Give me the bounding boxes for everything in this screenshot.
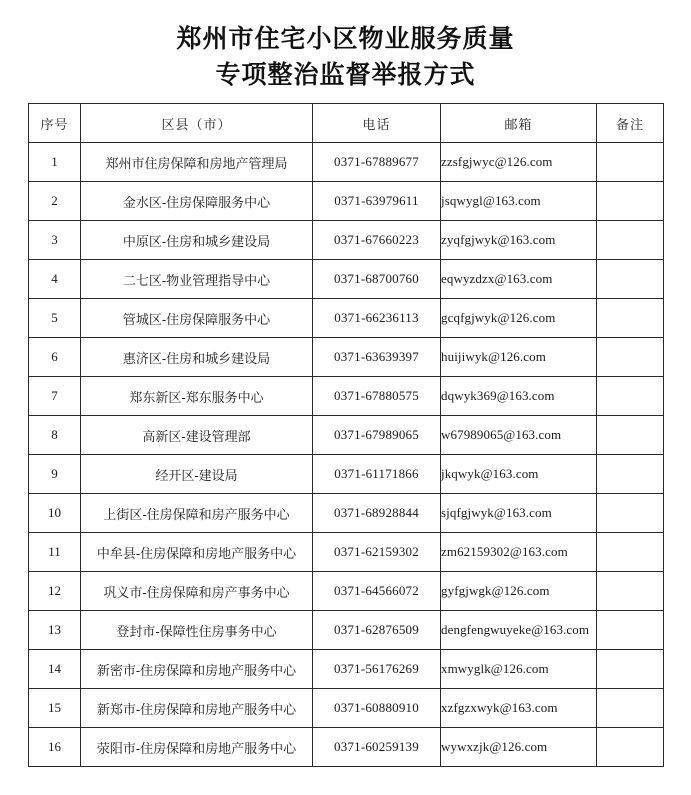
table-row bbox=[29, 416, 664, 455]
cell-remark bbox=[597, 455, 664, 494]
cell-remark bbox=[597, 572, 664, 611]
cell-district: 中牟县-住房保障和房地产服务中心 bbox=[81, 533, 313, 572]
cell-district: 中原区-住房和城乡建设局 bbox=[81, 221, 313, 260]
table-row bbox=[29, 650, 664, 689]
cell-email: gyfgjwgk@126.com bbox=[441, 572, 597, 611]
cell-email: jkqwyk@163.com bbox=[441, 455, 597, 494]
cell-index: 7 bbox=[29, 377, 81, 416]
cell-phone: 0371-67989065 bbox=[313, 416, 441, 455]
table-row bbox=[29, 299, 664, 338]
cell-remark bbox=[597, 260, 664, 299]
cell-remark bbox=[597, 689, 664, 728]
cell-email: sjqfgjwyk@163.com bbox=[441, 494, 597, 533]
cell-phone: 0371-62876509 bbox=[313, 611, 441, 650]
cell-index: 4 bbox=[29, 260, 81, 299]
table-row bbox=[29, 377, 664, 416]
cell-phone: 0371-64566072 bbox=[313, 572, 441, 611]
cell-district: 经开区-建设局 bbox=[81, 455, 313, 494]
cell-email: gcqfgjwyk@126.com bbox=[441, 299, 597, 338]
table-row bbox=[29, 455, 664, 494]
column-header-phone: 电话 bbox=[313, 104, 441, 143]
cell-email: xzfgzxwyk@163.com bbox=[441, 689, 597, 728]
cell-district: 登封市-保障性住房事务中心 bbox=[81, 611, 313, 650]
cell-district: 新密市-住房保障和房地产服务中心 bbox=[81, 650, 313, 689]
table-row bbox=[29, 182, 664, 221]
cell-index: 13 bbox=[29, 611, 81, 650]
cell-phone: 0371-67880575 bbox=[313, 377, 441, 416]
cell-district: 惠济区-住房和城乡建设局 bbox=[81, 338, 313, 377]
cell-remark bbox=[597, 533, 664, 572]
cell-phone: 0371-61171866 bbox=[313, 455, 441, 494]
cell-district: 管城区-住房保障服务中心 bbox=[81, 299, 313, 338]
cell-phone: 0371-67889677 bbox=[313, 143, 441, 182]
table-row bbox=[29, 728, 664, 767]
cell-phone: 0371-62159302 bbox=[313, 533, 441, 572]
table-row bbox=[29, 143, 664, 182]
column-header-email: 邮箱 bbox=[441, 104, 597, 143]
cell-remark bbox=[597, 494, 664, 533]
cell-remark bbox=[597, 416, 664, 455]
cell-district: 二七区-物业管理指导中心 bbox=[81, 260, 313, 299]
column-header-remark: 备注 bbox=[597, 104, 664, 143]
cell-email: dqwyk369@163.com bbox=[441, 377, 597, 416]
page-title bbox=[28, 0, 663, 103]
table-row bbox=[29, 611, 664, 650]
cell-index: 10 bbox=[29, 494, 81, 533]
cell-index: 8 bbox=[29, 416, 81, 455]
cell-email: dengfengwuyeke@163.com bbox=[441, 611, 597, 650]
cell-email: zyqfgjwyk@163.com bbox=[441, 221, 597, 260]
cell-phone: 0371-68700760 bbox=[313, 260, 441, 299]
cell-index: 9 bbox=[29, 455, 81, 494]
cell-district: 上街区-住房保障和房产服务中心 bbox=[81, 494, 313, 533]
cell-index: 16 bbox=[29, 728, 81, 767]
cell-phone: 0371-68928844 bbox=[313, 494, 441, 533]
cell-index: 5 bbox=[29, 299, 81, 338]
cell-email: wywxzjk@126.com bbox=[441, 728, 597, 767]
cell-index: 6 bbox=[29, 338, 81, 377]
cell-email: w67989065@163.com bbox=[441, 416, 597, 455]
cell-remark bbox=[597, 728, 664, 767]
table-row bbox=[29, 689, 664, 728]
cell-email: xmwyglk@126.com bbox=[441, 650, 597, 689]
cell-district: 郑东新区-郑东服务中心 bbox=[81, 377, 313, 416]
table-row bbox=[29, 260, 664, 299]
column-header-district: 区县（市） bbox=[81, 104, 313, 143]
cell-phone: 0371-63979611 bbox=[313, 182, 441, 221]
cell-remark bbox=[597, 611, 664, 650]
table-row bbox=[29, 572, 664, 611]
cell-index: 3 bbox=[29, 221, 81, 260]
cell-index: 1 bbox=[29, 143, 81, 182]
page-title-line-2: 专项整治监督举报方式 bbox=[215, 60, 476, 89]
cell-remark bbox=[597, 299, 664, 338]
cell-remark bbox=[597, 221, 664, 260]
cell-index: 2 bbox=[29, 182, 81, 221]
cell-index: 12 bbox=[29, 572, 81, 611]
contact-table bbox=[28, 103, 664, 767]
cell-district: 新郑市-住房保障和房地产服务中心 bbox=[81, 689, 313, 728]
table-header-row bbox=[29, 104, 664, 143]
cell-phone: 0371-56176269 bbox=[313, 650, 441, 689]
cell-remark bbox=[597, 143, 664, 182]
column-header-index: 序号 bbox=[29, 104, 81, 143]
cell-index: 14 bbox=[29, 650, 81, 689]
cell-phone: 0371-66236113 bbox=[313, 299, 441, 338]
table-body bbox=[29, 143, 664, 767]
page-title-line-1: 郑州市住宅小区物业服务质量 bbox=[176, 25, 515, 53]
table-row bbox=[29, 221, 664, 260]
cell-phone: 0371-60880910 bbox=[313, 689, 441, 728]
cell-phone: 0371-67660223 bbox=[313, 221, 441, 260]
cell-remark bbox=[597, 377, 664, 416]
cell-email: zzsfgjwyc@126.com bbox=[441, 143, 597, 182]
table-row bbox=[29, 494, 664, 533]
cell-index: 15 bbox=[29, 689, 81, 728]
cell-remark bbox=[597, 650, 664, 689]
cell-remark bbox=[597, 182, 664, 221]
cell-district: 郑州市住房保障和房地产管理局 bbox=[81, 143, 313, 182]
cell-phone: 0371-63639397 bbox=[313, 338, 441, 377]
cell-email: jsqwygl@163.com bbox=[441, 182, 597, 221]
table-row bbox=[29, 338, 664, 377]
cell-email: huijiwyk@126.com bbox=[441, 338, 597, 377]
cell-district: 荥阳市-住房保障和房地产服务中心 bbox=[81, 728, 313, 767]
cell-district: 巩义市-住房保障和房产事务中心 bbox=[81, 572, 313, 611]
cell-remark bbox=[597, 338, 664, 377]
cell-index: 11 bbox=[29, 533, 81, 572]
cell-phone: 0371-60259139 bbox=[313, 728, 441, 767]
table-row bbox=[29, 533, 664, 572]
cell-district: 高新区-建设管理部 bbox=[81, 416, 313, 455]
cell-district: 金水区-住房保障服务中心 bbox=[81, 182, 313, 221]
cell-email: eqwyzdzx@163.com bbox=[441, 260, 597, 299]
cell-email: zm62159302@163.com bbox=[441, 533, 597, 572]
